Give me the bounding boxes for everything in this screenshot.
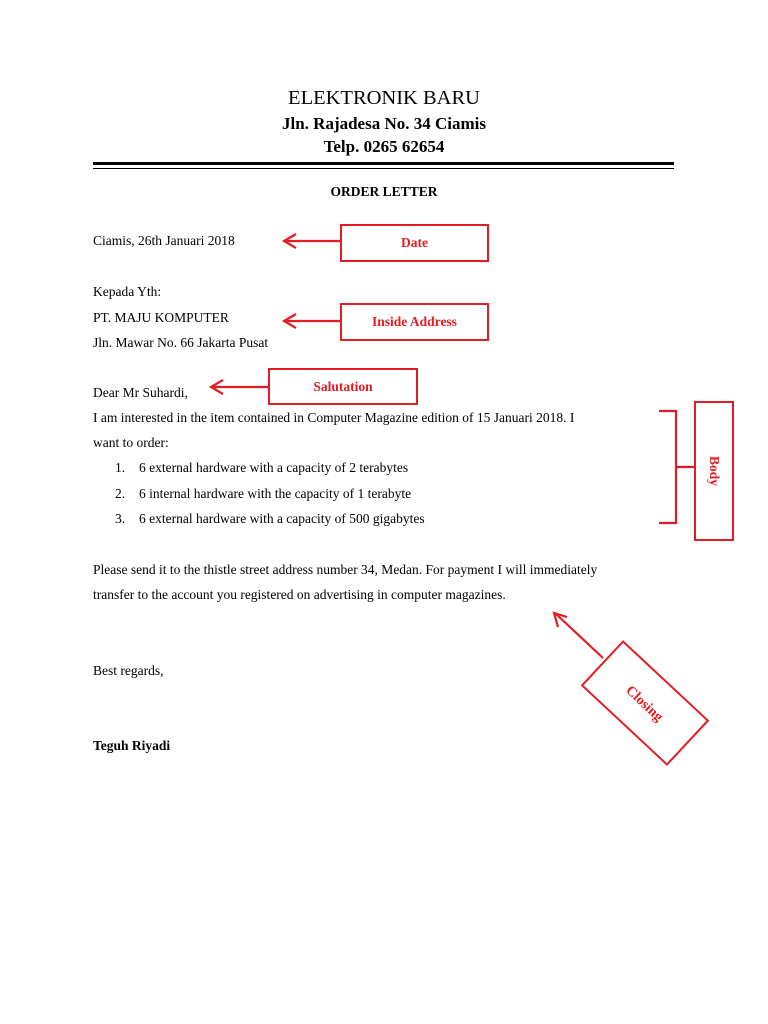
order-item-text: 6 external hardware with a capacity of 2 terabytes <box>139 460 409 475</box>
inside-address-street: Jln. Mawar No. 66 Jakarta Pusat <box>93 335 269 350</box>
body-label-box <box>694 401 734 541</box>
order-item-number: 1. <box>115 460 126 475</box>
company-name: ELEKTRONIK BARU <box>288 87 480 109</box>
body-label: Body <box>706 455 722 487</box>
body-intro-line-1: I am interested in the item contained in Computer Magazine edition of 15 Januari 2018. I <box>93 410 575 425</box>
company-address: Jln. Rajadesa No. 34 Ciamis <box>281 114 486 133</box>
body-paragraph-line-1: Please send it to the thistle street address number 34, Medan. For payment I will immediately <box>93 562 598 577</box>
letter-date: Ciamis, 26th Januari 2018 <box>93 233 235 248</box>
inside-address-label: Inside Address <box>340 303 489 341</box>
body-bracket <box>659 411 676 523</box>
order-item-text: 6 internal hardware with the capacity of 1 terabyte <box>139 486 412 501</box>
closing: Best regards, <box>93 663 164 678</box>
company-phone: Telp. 0265 62654 <box>323 137 445 156</box>
closing-label: Closing <box>622 683 666 725</box>
date-label: Date <box>340 224 489 262</box>
signature: Teguh Riyadi <box>93 738 171 753</box>
inside-address-greeting: Kepada Yth: <box>93 284 162 299</box>
order-item-number: 3. <box>115 511 126 526</box>
body-paragraph-line-2: transfer to the account you registered on advertising in computer magazines. <box>93 587 506 602</box>
order-item-text: 6 external hardware with a capacity of 500 gigabytes <box>139 511 425 526</box>
closing-arrow <box>556 614 603 658</box>
salutation: Dear Mr Suhardi, <box>93 385 188 400</box>
document-title: ORDER LETTER <box>330 184 438 199</box>
body-intro-line-2: want to order: <box>93 435 169 450</box>
inside-address-company: PT. MAJU KOMPUTER <box>93 310 229 325</box>
order-item-number: 2. <box>115 486 126 501</box>
salutation-label: Salutation <box>268 368 418 405</box>
